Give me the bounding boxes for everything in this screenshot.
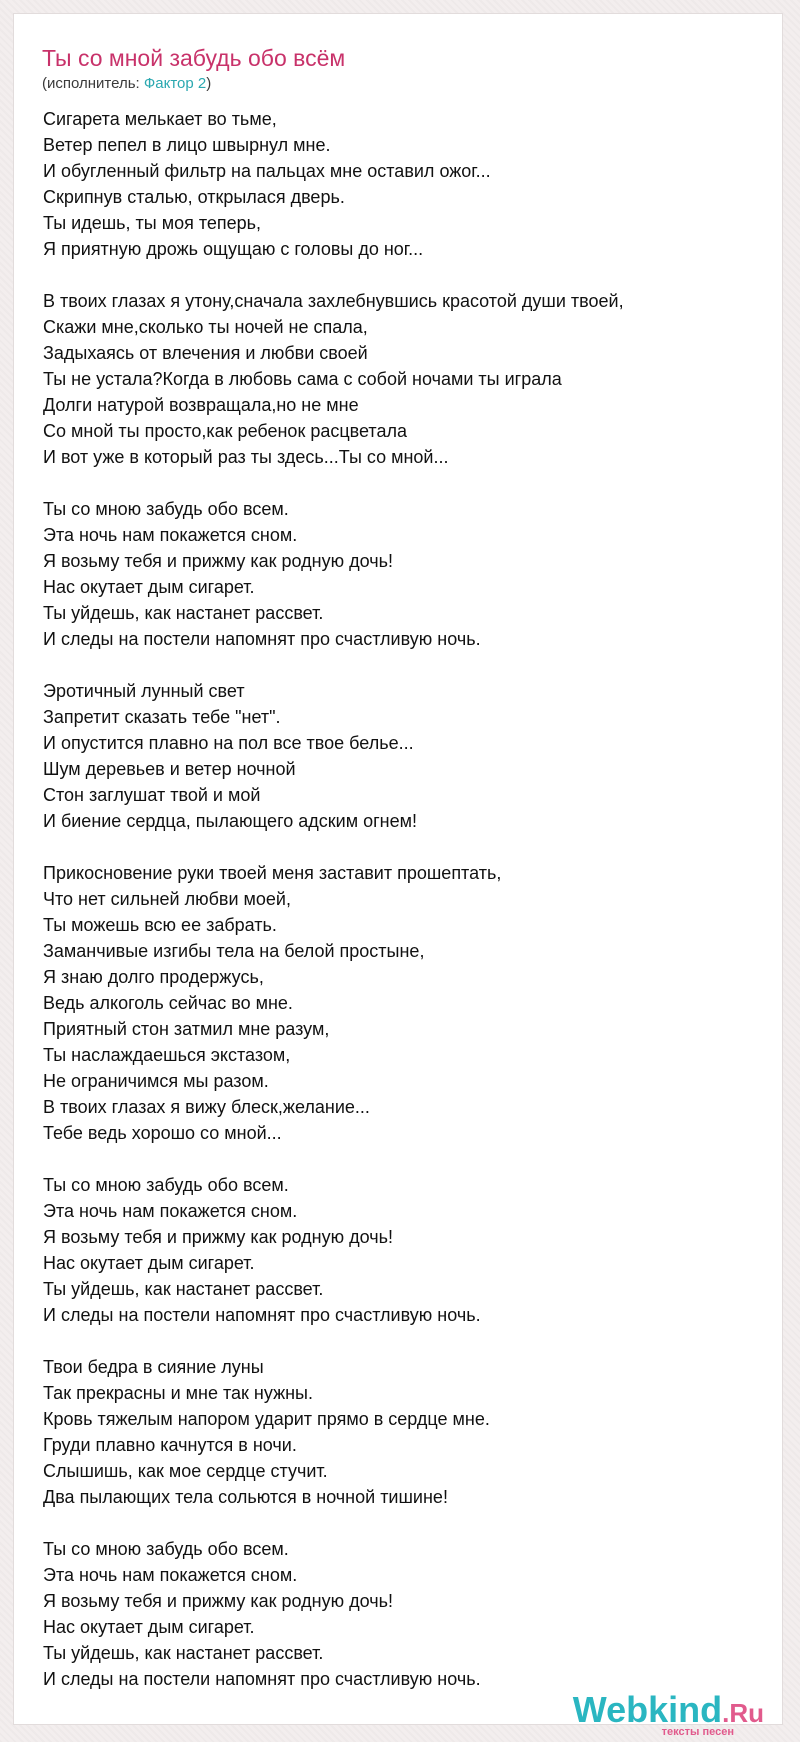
lyric-line: И следы на постели напомнят про счастливую ночь. [43, 1669, 481, 1689]
lyric-line: Скажи мне,сколько ты ночей не спала, [43, 317, 368, 337]
lyric-line: И вот уже в который раз ты здесь...Ты со мной... [43, 447, 449, 467]
lyric-line: Ты идешь, ты моя теперь, [43, 213, 262, 233]
lyric-line: Ты не устала?Когда в любовь сама с собой ночами ты играла [43, 369, 562, 389]
stanza [43, 106, 773, 262]
lyric-line: И следы на постели напомнят про счастливую ночь. [43, 629, 481, 649]
lyric-line: Заманчивые изгибы тела на белой простыне, [43, 941, 425, 961]
lyric-line: Нас окутает дым сигарет. [43, 1617, 255, 1637]
lyric-line: И обугленный фильтр на пальцах мне оставил ожог... [43, 161, 491, 181]
lyric-line: Шум деревьев и ветер ночной [43, 759, 296, 779]
lyric-line: Я возьму тебя и прижму как родную дочь! [43, 1591, 393, 1611]
logo-tagline: тексты песен [661, 1726, 734, 1738]
stanza [43, 860, 773, 1146]
lyric-line: Кровь тяжелым напором ударит прямо в сердце мне. [43, 1409, 490, 1429]
lyric-line: Скрипнув сталью, открылася дверь. [43, 187, 345, 207]
lyric-line: Ты со мною забудь обо всем. [43, 1539, 289, 1559]
lyric-line: Я знаю долго продержусь, [43, 967, 264, 987]
stanza [43, 678, 773, 834]
lyric-line: Не ограничимся мы разом. [43, 1071, 269, 1091]
lyric-line: Ты уйдешь, как настанет рассвет. [43, 603, 324, 623]
lyric-line: Эта ночь нам покажется сном. [43, 1201, 298, 1221]
lyric-line: И биение сердца, пылающего адским огнем! [43, 811, 417, 831]
lyric-line: Я приятную дрожь ощущаю с головы до ног... [43, 239, 424, 259]
lyric-line: Задыхаясь от влечения и любви своей [43, 343, 368, 363]
stanza [43, 1536, 773, 1692]
lyric-line: Ты со мною забудь обо всем. [43, 499, 289, 519]
lyric-line: Ведь алкоголь сейчас во мне. [43, 993, 293, 1013]
lyric-line: Со мной ты просто,как ребенок расцветала [43, 421, 407, 441]
lyric-line: Ты уйдешь, как настанет рассвет. [43, 1279, 324, 1299]
lyric-line: Ты уйдешь, как настанет рассвет. [43, 1643, 324, 1663]
lyric-line: Два пылающих тела сольются в ночной тишине! [43, 1487, 448, 1507]
lyric-line: Нас окутает дым сигарет. [43, 577, 255, 597]
lyric-line: Я возьму тебя и прижму как родную дочь! [43, 1227, 393, 1247]
lyric-line: И опустится плавно на пол все твое белье... [43, 733, 414, 753]
artist-line [42, 74, 211, 94]
logo-domain: .Ru [722, 1698, 764, 1728]
lyrics-card [13, 13, 783, 1725]
stanza [43, 496, 773, 652]
lyric-line: Ветер пепел в лицо швырнул мне. [43, 135, 331, 155]
lyric-line: Сигарета мелькает во тьме, [43, 109, 277, 129]
stanza [43, 288, 773, 470]
stanza [43, 1172, 773, 1328]
lyric-line: Тебе ведь хорошо со мной... [43, 1123, 282, 1143]
artist-suffix: ) [206, 75, 212, 92]
logo-name: Webkind [572, 1689, 723, 1730]
lyric-line: Эротичный лунный свет [43, 681, 245, 701]
song-title: Ты со мной забудь обо всём [42, 45, 346, 71]
lyric-line: Ты можешь всю ее забрать. [43, 915, 277, 935]
stanza [43, 1354, 773, 1510]
lyric-line: Что нет сильней любви моей, [43, 889, 291, 909]
lyric-line: Эта ночь нам покажется сном. [43, 525, 298, 545]
lyric-line: Ты наслаждаешься экстазом, [43, 1045, 291, 1065]
lyric-line: Слышишь, как мое сердце стучит. [43, 1461, 328, 1481]
lyric-line: Приятный стон затмил мне разум, [43, 1019, 330, 1039]
lyric-line: Долги натурой возвращала,но не мне [43, 395, 359, 415]
lyric-line: В твоих глазах я утону,сначала захлебнувшись красотой души твоей, [43, 291, 624, 311]
lyric-line: Прикосновение руки твоей меня заставит прошептать, [43, 863, 502, 883]
lyric-line: Нас окутает дым сигарет. [43, 1253, 255, 1273]
lyric-line: Ты со мною забудь обо всем. [43, 1175, 289, 1195]
lyric-line: В твоих глазах я вижу блеск,желание... [43, 1097, 370, 1117]
lyric-line: Груди плавно качнутся в ночи. [43, 1435, 297, 1455]
lyric-line: И следы на постели напомнят про счастливую ночь. [43, 1305, 481, 1325]
artist-prefix: (исполнитель: [42, 75, 144, 92]
lyric-line: Запретит сказать тебе "нет". [43, 707, 281, 727]
lyric-line: Эта ночь нам покажется сном. [43, 1565, 298, 1585]
lyric-line: Стон заглушат твой и мой [43, 785, 261, 805]
lyric-line: Я возьму тебя и прижму как родную дочь! [43, 551, 393, 571]
lyric-line: Так прекрасны и мне так нужны. [43, 1383, 313, 1403]
artist-link[interactable]: Фактор 2 [143, 75, 207, 92]
lyrics-text [43, 106, 773, 1718]
lyric-line: Твои бедра в сияние луны [43, 1357, 264, 1377]
